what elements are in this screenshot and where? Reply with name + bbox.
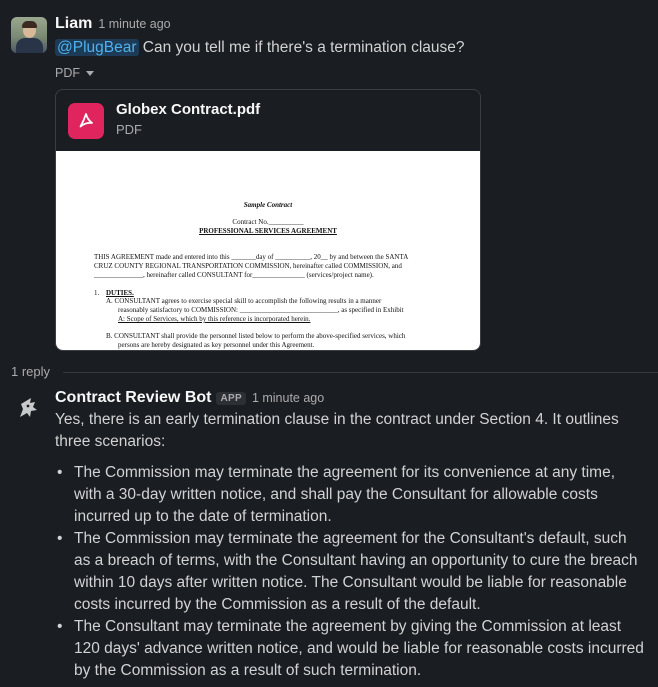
timestamp[interactable]: 1 minute ago bbox=[98, 17, 171, 31]
avatar[interactable] bbox=[11, 17, 47, 53]
bot-avatar-icon[interactable] bbox=[15, 395, 41, 421]
preview-heading: Sample Contract bbox=[243, 201, 293, 209]
preview-line: A. CONSULTANT agrees to exercise special skill to accomplish the following results in a manner bbox=[106, 297, 382, 305]
app-badge: APP bbox=[216, 392, 245, 405]
message-body bbox=[55, 409, 645, 682]
chevron-down-icon bbox=[86, 71, 94, 76]
message-header bbox=[55, 389, 324, 407]
file-header[interactable] bbox=[56, 90, 480, 151]
preview-line: 1. bbox=[94, 289, 100, 297]
thread-reply-count[interactable]: 1 reply bbox=[11, 364, 51, 379]
preview-line: DUTIES. bbox=[106, 289, 134, 297]
preview-line: CRUZ COUNTY REGIONAL TRANSPORTATION COMMISSION, hereinafter called COMMISSION, and bbox=[94, 262, 402, 270]
preview-line: persons are hereby designated as key personnel under this Agreement. bbox=[118, 341, 315, 349]
author-name[interactable]: Liam bbox=[55, 15, 93, 32]
bullet-item: • The Commission may terminate the agreement for its convenience at any time, with a 30-day written notice, and shall pay the Consultant for allowable costs incurred up to the date of termination. bbox=[55, 462, 645, 528]
message-text bbox=[55, 37, 465, 59]
user-mention[interactable]: @PlugBear bbox=[57, 39, 137, 56]
file-type: PDF bbox=[116, 122, 142, 137]
preview-contract-no: Contract No.__________ bbox=[232, 218, 304, 226]
preview-line: reasonably satisfactory to COMMISSION: ____________________________, as specified in Exhibit bbox=[118, 306, 404, 314]
bullet-item: • The Commission may terminate the agreement for the Consultant's default, such as a breach of terms, with the Consultant having an opportunity to cure the breach within 10 days after written notice. The Consultant would be liable for reasonable costs incurred by the Commission as a result of the default. bbox=[55, 528, 645, 616]
message-intro: Yes, there is an early termination clause in the contract under Section 4. It outlines three scenarios: bbox=[55, 411, 619, 450]
file-toggle-label: PDF bbox=[55, 66, 80, 80]
pdf-preview[interactable] bbox=[56, 151, 480, 350]
file-name[interactable]: Globex Contract.pdf bbox=[116, 101, 261, 118]
preview-line: ______________, hereinafter called CONSULTANT for_______________ (services/project name). bbox=[94, 271, 374, 279]
author-name[interactable]: Contract Review Bot bbox=[55, 389, 212, 406]
preview-title: PROFESSIONAL SERVICES AGREEMENT bbox=[199, 227, 337, 235]
preview-line: B. CONSULTANT shall provide the personnel listed below to perform the above-specified services, which bbox=[106, 332, 406, 340]
timestamp[interactable]: 1 minute ago bbox=[251, 391, 325, 405]
file-attachment[interactable] bbox=[55, 89, 481, 351]
bullet-item: • The Consultant may terminate the agreement by giving the Commission at least 120 days' advance written notice, and would be liable for reasonable costs incurred by the Commission as a result of such termination. bbox=[55, 616, 645, 682]
message-header bbox=[55, 15, 171, 33]
file-collapse-toggle[interactable] bbox=[55, 66, 94, 80]
preview-line: THIS AGREEMENT made and entered into this _______day of __________, 20__ by and between the SANTA bbox=[94, 253, 409, 261]
preview-line: A: Scope of Services, which by this reference is incorporated herein. bbox=[118, 315, 311, 323]
thread-divider bbox=[63, 372, 658, 373]
message-body: Can you tell me if there's a termination clause? bbox=[138, 39, 465, 56]
pdf-icon bbox=[68, 103, 104, 139]
